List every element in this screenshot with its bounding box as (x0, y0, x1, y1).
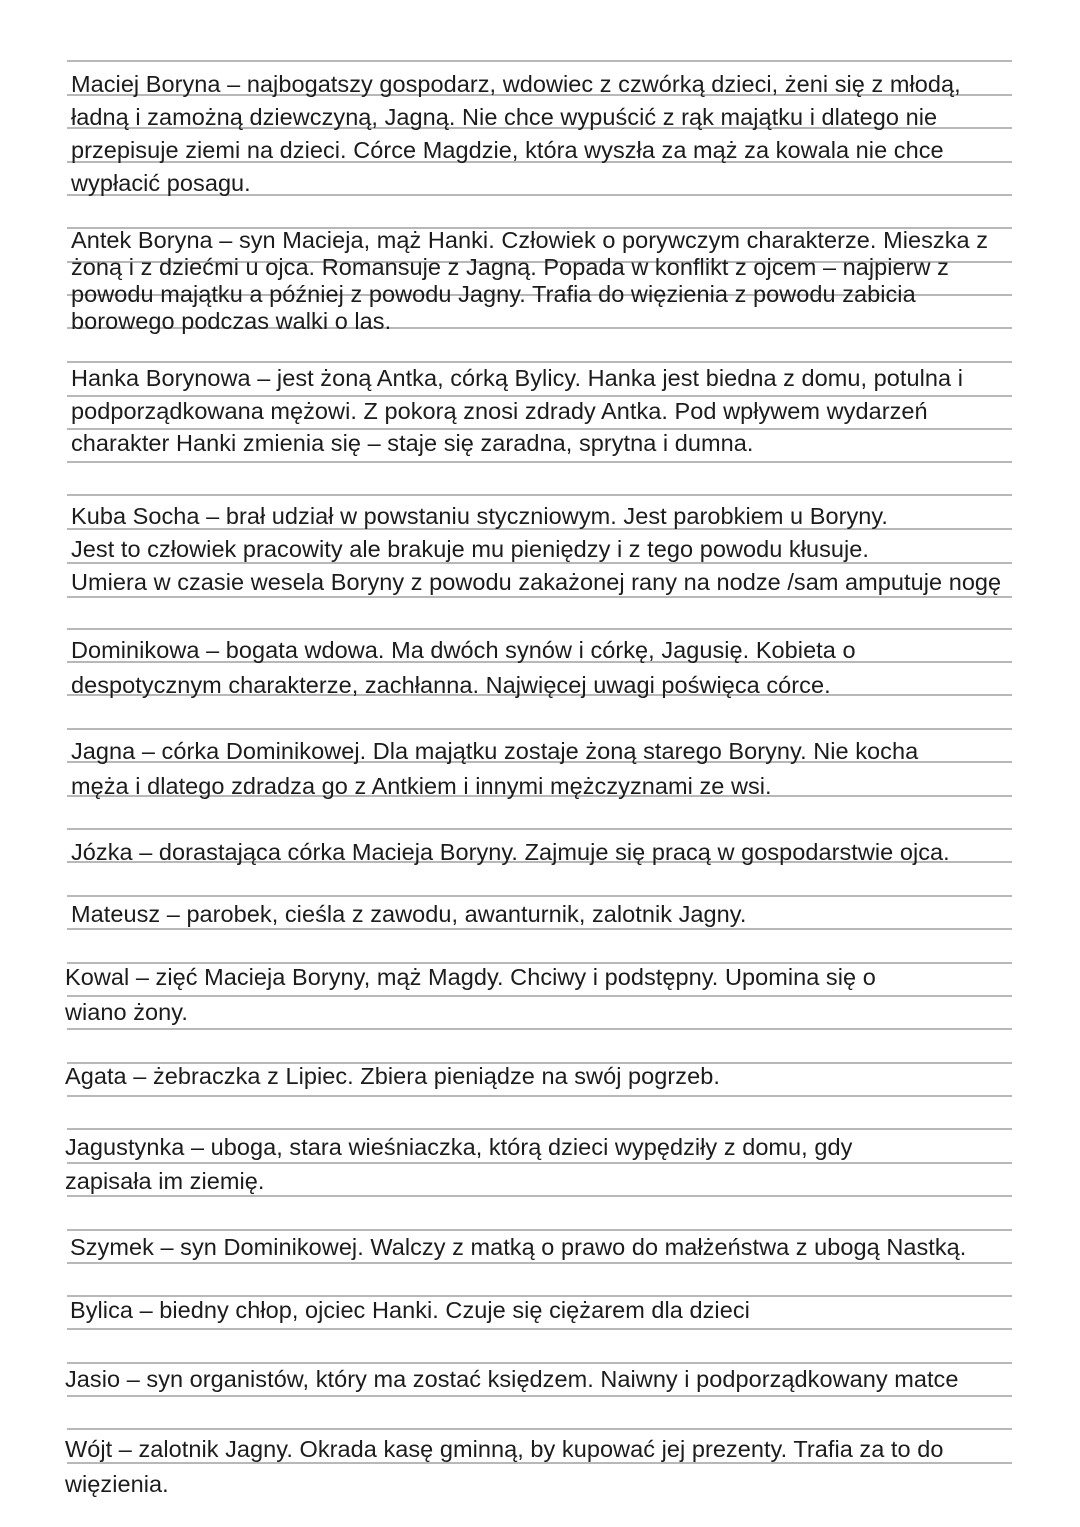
character-description-line: Bylica – biedny chłop, ojciec Hanki. Czuje się ciężarem dla dzieci (70, 1297, 750, 1323)
character-description-line: Jasio – syn organistów, który ma zostać księdzem. Naiwny i podporządkowany matce (65, 1366, 959, 1392)
ruled-line (67, 1428, 1012, 1430)
character-description-line: Józka – dorastająca córka Macieja Boryny. Zajmuje się pracą w gospodarstwie ojca. (71, 839, 950, 865)
character-description-line: Umiera w czasie wesela Boryny z powodu zakażonej rany na nodze /sam amputuje nogę (71, 569, 1002, 595)
character-description-line: Jagna – córka Dominikowej. Dla majątku zostaje żoną starego Boryny. Nie kocha (71, 738, 919, 764)
character-description-line: przepisuje ziemi na dzieci. Córce Magdzie, która wyszła za mąż za kowala nie chce (71, 137, 944, 163)
character-description-line: ładną i zamożną dziewczyną, Jagną. Nie chce wypuścić z rąk majątku i dlatego nie (71, 104, 938, 130)
ruled-line (67, 1095, 1012, 1097)
character-description-line: Antek Boryna – syn Macieja, mąż Hanki. Człowiek o porywczym charakterze. Mieszka z (71, 227, 988, 253)
ruled-line (67, 1028, 1012, 1030)
character-description-line: wiano żony. (65, 999, 188, 1025)
ruled-line (67, 494, 1012, 496)
character-description-line: powodu majątku a później z powodu Jagny. Trafia do więzienia z powodu zabicia (71, 281, 916, 307)
character-description-line: więzienia. (65, 1471, 169, 1497)
ruled-line (67, 1162, 1012, 1164)
character-description-line: Mateusz – parobek, cieśla z zawodu, awanturnik, zalotnik Jagny. (71, 901, 747, 927)
character-description-line: Hanka Borynowa – jest żoną Antka, córką Bylicy. Hanka jest biedna z domu, potulna i (71, 365, 963, 391)
ruled-line (67, 1262, 1012, 1264)
ruled-line (67, 461, 1012, 463)
character-description-line: zapisała im ziemię. (65, 1168, 265, 1194)
character-description-line: Jagustynka – uboga, stara wieśniaczka, którą dzieci wypędziły z domu, gdy (65, 1134, 853, 1160)
ruled-line (67, 60, 1012, 62)
ruled-line (67, 1229, 1012, 1231)
character-description-line: Wójt – zalotnik Jagny. Okrada kasę gminną, by kupować jej prezenty. Trafia za to do (65, 1436, 944, 1462)
ruled-line (67, 628, 1012, 630)
ruled-line (67, 995, 1012, 997)
ruled-line (67, 895, 1012, 897)
character-description-line: charakter Hanki zmienia się – staje się zaradna, sprytna i dumna. (71, 430, 754, 456)
character-description-line: żoną i z dziećmi u ojca. Romansuje z Jagną. Popada w konflikt z ojcem – najpierw z (71, 254, 949, 280)
ruled-line (67, 1195, 1012, 1197)
ruled-line (67, 1328, 1012, 1330)
character-description-line: Jest to człowiek pracowity ale brakuje mu pieniędzy i z tego powodu kłusuje. (71, 536, 869, 562)
character-description-line: Dominikowa – bogata wdowa. Ma dwóch synów i córkę, Jagusię. Kobieta o (71, 637, 856, 663)
ruled-line (67, 1128, 1012, 1130)
character-description-line: Maciej Boryna – najbogatszy gospodarz, wdowiec z czwórką dzieci, żeni się z młodą, (71, 71, 961, 97)
ruled-line (67, 596, 1012, 598)
ruled-line (67, 928, 1012, 930)
character-description-line: Szymek – syn Dominikowej. Walczy z matką o prawo do małżeństwa z ubogą Nastką. (70, 1234, 967, 1260)
ruled-line (67, 1395, 1012, 1397)
character-description-line: Kowal – zięć Macieja Boryny, mąż Magdy. Chciwy i podstępny. Upomina się o (65, 964, 876, 990)
ruled-line (67, 1362, 1012, 1364)
character-description-line: Kuba Socha – brał udział w powstaniu styczniowym. Jest parobkiem u Boryny. (71, 503, 889, 529)
ruled-line (67, 828, 1012, 830)
character-description-line: męża i dlatego zdradza go z Antkiem i innymi mężczyznami ze wsi. (71, 773, 772, 799)
character-description-line: borowego podczas walki o las. (71, 308, 392, 334)
ruled-line (67, 361, 1012, 363)
character-description-line: Agata – żebraczka z Lipiec. Zbiera pieniądze na swój pogrzeb. (65, 1063, 720, 1089)
character-description-line: podporządkowana mężowi. Z pokorą znosi zdrady Antka. Pod wpływem wydarzeń (71, 398, 928, 424)
ruled-line (67, 728, 1012, 730)
character-description-line: despotycznym charakterze, zachłanna. Najwięcej uwagi poświęca córce. (71, 672, 831, 698)
character-description-line: wypłacić posagu. (71, 170, 251, 196)
